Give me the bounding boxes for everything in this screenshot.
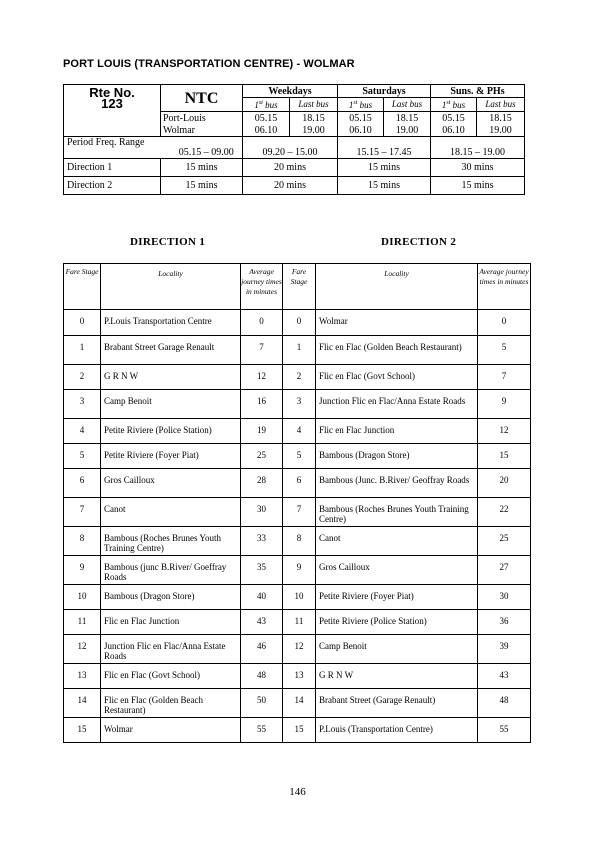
header-fare-stage: Fare Stage [283,264,316,310]
header-journey-times: Average journey times in minutes [241,264,283,310]
fare-stage-cell: 13 [283,664,316,689]
fare-table-row [64,635,531,664]
fare-stage-cell: 13 [64,664,101,689]
time-cell: 05.15 [431,112,477,125]
header-fare-stage: Fare Stage [64,264,101,310]
route-number-label: Rte No. [89,85,135,101]
fare-stage-cell: 2 [64,365,101,390]
journey-time-cell: 30 [241,498,283,527]
subheader-first-bus: 1st bus [338,98,384,112]
journey-time-cell: 22 [478,498,531,527]
route-number-cell [64,85,161,112]
period-range: 05.15 – 09.00 [161,137,243,159]
fare-table-header [64,264,531,310]
locality-cell: Flic en Flac (Govt School) [101,664,241,689]
direction-1-freq-row [64,159,525,177]
locality-cell: Flic en Flac (Golden Beach Restaurant) [101,689,241,718]
fare-stage-cell: 1 [283,336,316,365]
locality-cell: Junction Flic en Flac/Anna Estate Roads [101,635,241,664]
locality-cell: Bambous (junc B.River/ Goeffray Roads [101,556,241,585]
fare-stage-cell: 14 [64,689,101,718]
direction-label: Direction 2 [64,177,161,195]
fare-stage-cell: 6 [64,469,101,498]
locality-cell: Flic en Flac Junction [316,419,478,444]
group-header-saturdays: Saturdays [338,85,431,98]
direction-2-freq-row [64,177,525,195]
header-journey-times: Average journey times in minutes [478,264,531,310]
time-cell: 05.15 [243,112,290,125]
time-cell: 06.10 [243,124,290,137]
frequency-cell: 15 mins [431,177,525,195]
journey-time-cell: 55 [241,718,283,743]
fare-stage-cell: 12 [64,635,101,664]
frequency-cell: 15 mins [161,159,243,177]
subheader-last-bus: Last bus [290,98,338,112]
fare-stage-cell: 0 [64,310,101,336]
stop-name: Wolmar [161,124,243,137]
locality-cell: Petite Riviere (Police Station) [101,419,241,444]
locality-cell: G R N W [316,664,478,689]
journey-time-cell: 25 [241,444,283,469]
fare-stage-cell: 0 [283,310,316,336]
fare-table-row [64,556,531,585]
journey-time-cell: 40 [241,585,283,610]
locality-cell: Wolmar [101,718,241,743]
journey-time-cell: 7 [241,336,283,365]
locality-cell: Gros Cailloux [101,469,241,498]
fare-stage-cell: 10 [64,585,101,610]
journey-time-cell: 35 [241,556,283,585]
subheader-first-bus: 1st bus [243,98,290,112]
journey-time-cell: 7 [478,365,531,390]
journey-time-cell: 50 [241,689,283,718]
fare-stage-cell: 7 [283,498,316,527]
locality-cell: Flic en Flac (Govt School) [316,365,478,390]
page-title: PORT LOUIS (TRANSPORTATION CENTRE) - WOLMAR [63,58,355,70]
journey-time-cell: 12 [478,419,531,444]
fare-stage-cell: 7 [64,498,101,527]
direction-1-heading: DIRECTION 1 [130,236,206,248]
journey-time-cell: 0 [241,310,283,336]
subheader-last-bus: Last bus [384,98,431,112]
locality-cell: Bambous (Roches Brunes Youth Training Centre) [316,498,478,527]
period-freq-label: Period Freq. Range [64,137,161,159]
frequency-cell: 15 mins [161,177,243,195]
journey-time-cell: 36 [478,610,531,635]
fare-stage-cell: 8 [64,527,101,556]
journey-time-cell: 0 [478,310,531,336]
fare-table-row [64,390,531,419]
journey-time-cell: 30 [478,585,531,610]
period-range: 09.20 – 15.00 [243,137,338,159]
time-cell: 19.00 [384,124,431,137]
fare-stage-cell: 10 [283,585,316,610]
locality-cell: Petite Riviere (Police Station) [316,610,478,635]
journey-time-cell: 12 [241,365,283,390]
locality-cell: Gros Cailloux [316,556,478,585]
frequency-cell: 15 mins [338,159,431,177]
period-range: 18.15 – 19.00 [431,137,525,159]
locality-cell: Brabant Street (Garage Renault) [316,689,478,718]
stop-name: Port-Louis [161,112,243,125]
journey-time-cell: 20 [478,469,531,498]
locality-cell: Flic en Flac (Golden Beach Restaurant) [316,336,478,365]
group-header-weekdays: Weekdays [243,85,338,98]
fare-stage-cell: 5 [64,444,101,469]
period-freq-row [64,137,525,159]
journey-time-cell: 16 [241,390,283,419]
time-cell: 06.10 [431,124,477,137]
locality-cell: Bambous (Dragon Store) [316,444,478,469]
header-locality: Locality [316,264,478,310]
fare-stage-cell: 15 [64,718,101,743]
locality-cell: Brabant Street Garage Renault [101,336,241,365]
journey-time-cell: 9 [478,390,531,419]
locality-cell: Bambous (Dragon Store) [101,585,241,610]
locality-cell: G R N W [101,365,241,390]
fare-table-row [64,336,531,365]
fare-table-row [64,365,531,390]
subheader-first-bus: 1st bus [431,98,477,112]
fare-stage-cell: 4 [64,419,101,444]
frequency-cell: 30 mins [431,159,525,177]
direction-2-heading: DIRECTION 2 [381,236,457,248]
locality-cell: Bambous (Roches Brunes Youth Training Centre) [101,527,241,556]
fare-stage-cell: 5 [283,444,316,469]
fare-stage-cell: 3 [64,390,101,419]
locality-cell: Flic en Flac Junction [101,610,241,635]
journey-time-cell: 5 [478,336,531,365]
locality-cell: Canot [316,527,478,556]
time-cell: 19.00 [477,124,525,137]
direction-label: Direction 1 [64,159,161,177]
locality-cell: Junction Flic en Flac/Anna Estate Roads [316,390,478,419]
fare-stage-cell: 6 [283,469,316,498]
frequency-cell: 15 mins [338,177,431,195]
fare-stage-cell: 1 [64,336,101,365]
fare-stage-cell: 14 [283,689,316,718]
route-summary-table [63,84,525,195]
journey-time-cell: 19 [241,419,283,444]
fare-table-row [64,444,531,469]
timetable-row-wolmar [64,124,525,137]
fare-table-row [64,310,531,336]
period-range: 15.15 – 17.45 [338,137,431,159]
journey-time-cell: 15 [478,444,531,469]
fare-table-row [64,664,531,689]
fare-stage-cell: 2 [283,365,316,390]
fare-table-row [64,585,531,610]
journey-time-cell: 28 [241,469,283,498]
fare-stage-cell: 8 [283,527,316,556]
locality-cell: Canot [101,498,241,527]
operator-name: NTC [161,85,243,112]
locality-cell: Petite Riviere (Foyer Piat) [316,585,478,610]
locality-cell: P.Louis Transportation Centre [101,310,241,336]
fare-table-row [64,419,531,444]
timetable-row-port-louis [64,112,525,125]
time-cell: 06.10 [338,124,384,137]
journey-time-cell: 46 [241,635,283,664]
time-cell: 18.15 [384,112,431,125]
fare-table-row [64,527,531,556]
journey-time-cell: 25 [478,527,531,556]
time-cell: 18.15 [290,112,338,125]
journey-time-cell: 43 [241,610,283,635]
journey-time-cell: 48 [241,664,283,689]
time-cell: 19.00 [290,124,338,137]
fare-stage-cell: 11 [283,610,316,635]
locality-cell: P.Louis (Transportation Centre) [316,718,478,743]
frequency-cell: 20 mins [243,177,338,195]
group-header-sundays: Suns. & PHs [431,85,525,98]
journey-time-cell: 43 [478,664,531,689]
time-cell: 05.15 [338,112,384,125]
journey-time-cell: 27 [478,556,531,585]
journey-time-cell: 55 [478,718,531,743]
locality-cell: Camp Benoit [316,635,478,664]
fare-stage-cell: 9 [283,556,316,585]
fare-table-row [64,498,531,527]
journey-time-cell: 33 [241,527,283,556]
fare-table-row [64,469,531,498]
locality-cell: Petite Riviere (Foyer Piat) [101,444,241,469]
locality-cell: Bambous (Junc. B.River/ Geoffray Roads [316,469,478,498]
fare-table-row [64,718,531,743]
fare-table-row [64,689,531,718]
locality-cell: Wolmar [316,310,478,336]
fare-stage-cell: 11 [64,610,101,635]
fare-stage-cell: 9 [64,556,101,585]
subheader-last-bus: Last bus [477,98,525,112]
locality-cell: Camp Benoit [101,390,241,419]
fare-stage-cell: 3 [283,390,316,419]
page-number: 146 [289,786,306,798]
time-cell: 18.15 [477,112,525,125]
fare-stage-cell: 4 [283,419,316,444]
journey-time-cell: 48 [478,689,531,718]
route-number: 123 [101,96,123,112]
fare-stage-cell: 12 [283,635,316,664]
fare-stage-cell: 15 [283,718,316,743]
journey-time-cell: 39 [478,635,531,664]
header-locality: Locality [101,264,241,310]
frequency-cell: 20 mins [243,159,338,177]
fare-table-row [64,610,531,635]
fare-stage-table [63,263,531,743]
